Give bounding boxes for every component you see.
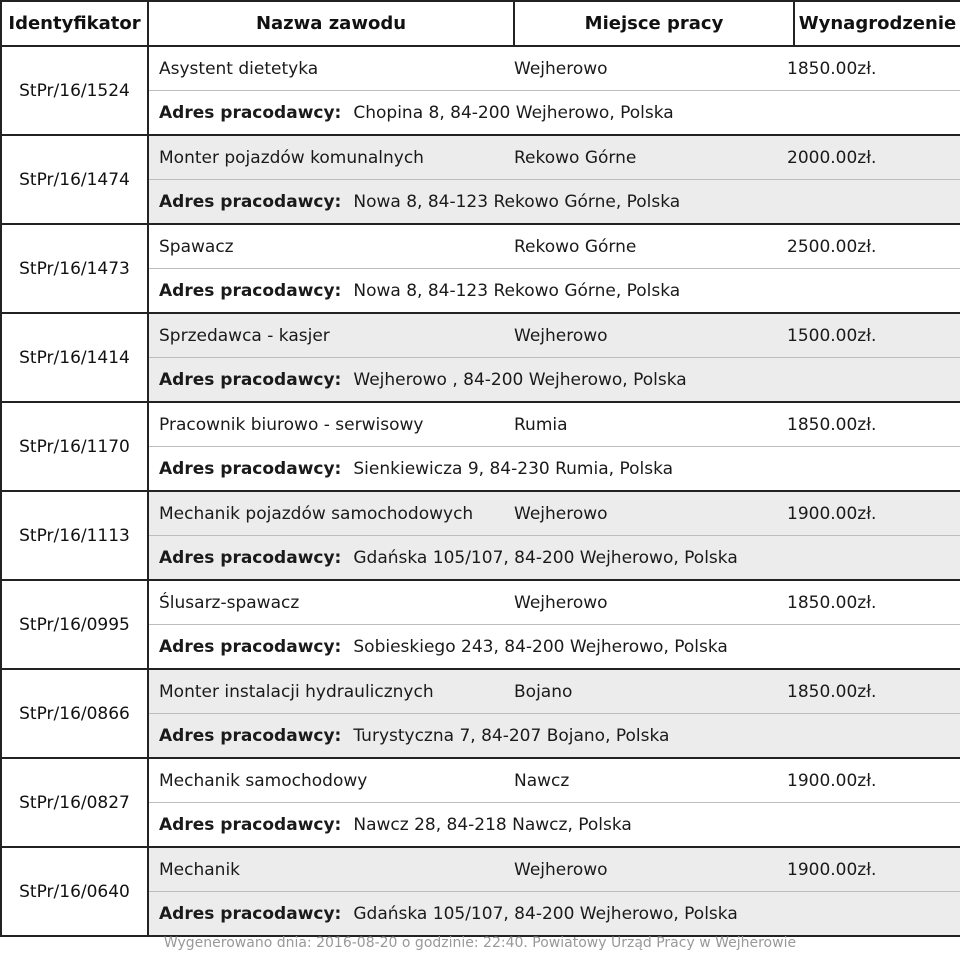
table-row [1, 224, 960, 313]
offer-main-line [149, 848, 960, 892]
job-salary: 2000.00zł. [787, 147, 877, 168]
offer-id: StPr/16/1414 [1, 313, 148, 402]
job-place: Wejherowo [514, 503, 608, 524]
offer-id: StPr/16/0995 [1, 580, 148, 669]
address-label: Adres pracodawcy: [159, 903, 342, 924]
job-place: Wejherowo [514, 325, 608, 346]
job-name: Mechanik [159, 859, 241, 880]
offer-details [148, 669, 960, 758]
job-name: Sprzedawca - kasjer [159, 325, 330, 346]
offer-main-line [149, 670, 960, 714]
offer-details [148, 758, 960, 847]
table-row [1, 402, 960, 491]
offer-id: StPr/16/0827 [1, 758, 148, 847]
offer-main-line [149, 403, 960, 447]
job-salary: 1850.00zł. [787, 592, 877, 613]
job-place: Rumia [514, 414, 568, 435]
job-place: Wejherowo [514, 58, 608, 79]
offer-id: StPr/16/0866 [1, 669, 148, 758]
offer-address-line [149, 91, 960, 134]
offer-address-line [149, 714, 960, 757]
header-place: Miejsce pracy [514, 1, 794, 46]
offer-main-line [149, 225, 960, 269]
offer-details [148, 46, 960, 135]
job-name: Pracownik biurowo - serwisowy [159, 414, 424, 435]
employer-address: Nawcz 28, 84-218 Nawcz, Polska [353, 814, 632, 835]
employer-address: Gdańska 105/107, 84-200 Wejherowo, Polska [353, 903, 738, 924]
employer-address: Sienkiewicza 9, 84-230 Rumia, Polska [353, 458, 674, 479]
job-salary: 1900.00zł. [787, 503, 877, 524]
header-id: Identyfikator [1, 1, 148, 46]
offer-main-line [149, 581, 960, 625]
offer-main-line [149, 492, 960, 536]
generated-footer: Wygenerowano dnia: 2016-08-20 o godzinie: 22:40. Powiatowy Urząd Pracy w Wejherowie [163, 935, 797, 951]
offer-id: StPr/16/1473 [1, 224, 148, 313]
table-row [1, 580, 960, 669]
offer-details [148, 135, 960, 224]
job-name: Ślusarz-spawacz [159, 592, 300, 613]
employer-address: Turystyczna 7, 84-207 Bojano, Polska [353, 725, 670, 746]
job-salary: 1850.00zł. [787, 681, 877, 702]
address-label: Adres pracodawcy: [159, 280, 342, 301]
offer-main-line [149, 759, 960, 803]
job-place: Nawcz [514, 770, 570, 791]
job-salary: 2500.00zł. [787, 236, 877, 257]
offer-details [148, 847, 960, 936]
table-row [1, 135, 960, 224]
offer-details [148, 402, 960, 491]
job-place: Bojano [514, 681, 573, 702]
table-row [1, 758, 960, 847]
offer-id: StPr/16/1524 [1, 46, 148, 135]
address-label: Adres pracodawcy: [159, 191, 342, 212]
offer-address-line [149, 536, 960, 579]
table-row [1, 313, 960, 402]
job-name: Spawacz [159, 236, 234, 257]
address-label: Adres pracodawcy: [159, 458, 342, 479]
offer-details [148, 580, 960, 669]
offer-main-line [149, 47, 960, 91]
table-row [1, 669, 960, 758]
job-salary: 1900.00zł. [787, 770, 877, 791]
job-salary: 1850.00zł. [787, 58, 877, 79]
header-salary: Wynagrodzenie [794, 1, 960, 46]
offer-address-line [149, 892, 960, 935]
employer-address: Nowa 8, 84-123 Rekowo Górne, Polska [353, 191, 681, 212]
offer-details [148, 491, 960, 580]
address-label: Adres pracodawcy: [159, 725, 342, 746]
employer-address: Wejherowo , 84-200 Wejherowo, Polska [353, 369, 687, 390]
address-label: Adres pracodawcy: [159, 814, 342, 835]
job-name: Monter instalacji hydraulicznych [159, 681, 434, 702]
job-salary: 1500.00zł. [787, 325, 877, 346]
job-name: Asystent dietetyka [159, 58, 319, 79]
job-place: Rekowo Górne [514, 236, 637, 257]
offer-address-line [149, 625, 960, 668]
address-label: Adres pracodawcy: [159, 369, 342, 390]
table-row [1, 491, 960, 580]
job-place: Wejherowo [514, 859, 608, 880]
job-salary: 1850.00zł. [787, 414, 877, 435]
employer-address: Sobieskiego 243, 84-200 Wejherowo, Polska [353, 636, 728, 657]
offer-address-line [149, 358, 960, 401]
offer-address-line [149, 447, 960, 490]
offer-id: StPr/16/1474 [1, 135, 148, 224]
offer-id: StPr/16/1170 [1, 402, 148, 491]
table-row [1, 46, 960, 135]
offer-address-line [149, 269, 960, 312]
offer-address-line [149, 803, 960, 846]
offer-id: StPr/16/0640 [1, 847, 148, 936]
table-header-row [1, 1, 960, 46]
employer-address: Nowa 8, 84-123 Rekowo Górne, Polska [353, 280, 681, 301]
table-row [1, 847, 960, 936]
address-label: Adres pracodawcy: [159, 547, 342, 568]
job-place: Wejherowo [514, 592, 608, 613]
offer-address-line [149, 180, 960, 223]
address-label: Adres pracodawcy: [159, 636, 342, 657]
offer-details [148, 313, 960, 402]
job-place: Rekowo Górne [514, 147, 637, 168]
header-name: Nazwa zawodu [148, 1, 514, 46]
job-name: Monter pojazdów komunalnych [159, 147, 424, 168]
job-name: Mechanik pojazdów samochodowych [159, 503, 474, 524]
offer-main-line [149, 314, 960, 358]
employer-address: Gdańska 105/107, 84-200 Wejherowo, Polska [353, 547, 738, 568]
offer-details [148, 224, 960, 313]
offer-main-line [149, 136, 960, 180]
job-salary: 1900.00zł. [787, 859, 877, 880]
table-body [1, 46, 960, 936]
employer-address: Chopina 8, 84-200 Wejherowo, Polska [353, 102, 674, 123]
offer-id: StPr/16/1113 [1, 491, 148, 580]
job-name: Mechanik samochodowy [159, 770, 368, 791]
address-label: Adres pracodawcy: [159, 102, 342, 123]
